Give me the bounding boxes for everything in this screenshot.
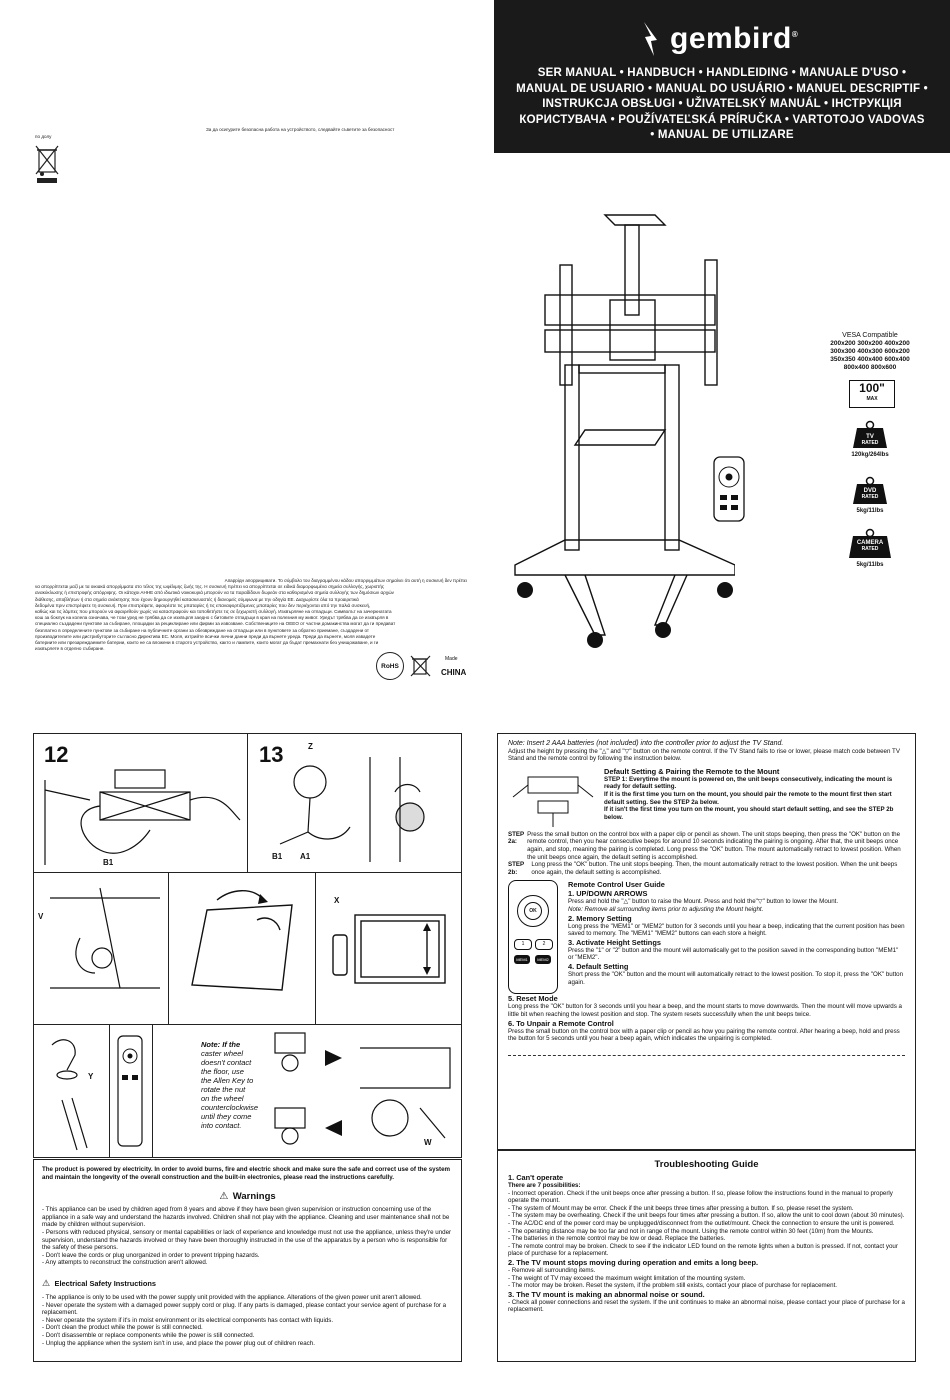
panel-divider bbox=[315, 872, 316, 1024]
guide-1: Press and hold the "△" button to raise the Mount. Press and hold the"▽" button to lower the Mount. bbox=[568, 898, 839, 906]
v-label: V bbox=[38, 912, 44, 921]
y-label: Y bbox=[88, 1072, 94, 1081]
step-2a: STEP 2a: Press the small button on the control box with a paper clip or pencil as shown. The unit stops beeping, then press the "OK" button on the remote control, then you hear consecutive beeps for around 10 seconds indicating the pairing is ongoing. After that, the unit beeps once again, and stop, meaning the pairing is completed. Long press the "OK" button. The mount automatically retract to lowest position. When the unit beeps once again, the default setting is accomplished. bbox=[508, 830, 901, 861]
made-label: Made bbox=[445, 656, 458, 662]
step-1-note-a: If it is the first time you turn on the mount, you should pair the remote to the mount first then start default setting. See the STEP 2a below. bbox=[604, 790, 892, 806]
dashed-divider bbox=[508, 1055, 905, 1056]
panel-divider bbox=[33, 872, 462, 873]
trouble-1-item: - Incorrect operation. Check if the unit beeps once after pressing a button. If so, please follow the instructions found in the manual to properly operate the mount. bbox=[508, 1189, 893, 1205]
caster-note: Note: If the caster wheel doesn't contact the floor, use the Allen Key to rotate the nut on the wheel counterclockwise until they come into contact. bbox=[201, 1040, 259, 1130]
max-size-badge: 100" MAX bbox=[849, 380, 895, 408]
manual-title-line: INSTRUKCJA OBSŁUGI • UŽIVATELSKÝ MANUÁL • ІНСТРУКЦІЯ bbox=[542, 98, 902, 110]
warning-item: - Persons with reduced physical, sensory or mental capabilities or lack of experience and knowledge must not use the appliance, unless they're under supervision, understand the hazards involved or they have been thoroughly instructed in the use of the apparatus by a person who is responsible for the safety of these persons. bbox=[42, 1228, 452, 1252]
panel-divider bbox=[33, 1024, 462, 1025]
guide-5: Long press the "OK" button for 3 seconds until you hear a beep, and the mount starts to move downwards. Then the mount will move upwards a little bit when reaching the lowest position and stop. The system resets successfully when the unit beeps twice. bbox=[508, 1003, 902, 1018]
step-12-illustration bbox=[40, 750, 245, 868]
brand-logo bbox=[642, 20, 798, 58]
trouble-1-item: - The system may be overheating. Check if the unit beeps four times after pressing a button. If so, allow the unit to cool down (about 30 minutes). bbox=[508, 1212, 905, 1220]
trouble-2-item: - The weight of TV may exceed the maximum weight limitation of the mounting system. bbox=[508, 1274, 746, 1282]
electrical-warning-icon: ⚠ bbox=[42, 1277, 51, 1288]
step-2b: STEP 2b: Long press the "OK" button. The unit stops beeping. Then, the mount automatically retract to the lowest position. When the unit beeps once again, the default setting is accomplished. bbox=[508, 861, 898, 876]
warning-item: - This appliance can be used by children aged from 8 years and above if they have been given supervision or instruction concerning use of the appliance in a safe way and understand the hazards involved. Children shall not play with the appliance. Cleaning and user maintenance shall not be made by children without supervision. bbox=[42, 1206, 450, 1229]
electrical-heading: ⚠ Electrical Safety Instructions bbox=[42, 1277, 156, 1288]
step-13-illustration bbox=[250, 752, 460, 867]
step-12-number: 12 bbox=[44, 742, 69, 767]
troubleshooting-panel bbox=[497, 1150, 916, 1362]
panel-divider bbox=[247, 733, 248, 872]
trouble-1-item: - The batteries in the remote control may be low or dead. Replace the batteries. bbox=[508, 1235, 726, 1243]
tv-stand-illustration bbox=[505, 205, 735, 655]
tilt-knob-illustration bbox=[40, 878, 166, 1020]
brand-name: gembird® bbox=[670, 22, 799, 55]
weee-bin-icon bbox=[34, 144, 60, 184]
step-1: STEP 1: Everytime the mount is powered on, the unit beeps consecutively, indicating the mount is ready for default setting. bbox=[604, 775, 893, 791]
guide-6: Press the small button on the control box with a paper clip or pencil as how you pairing the remote control. After hearing a beep, hold and press the button for 5 seconds until you hear a beep again, which indicates the unpairing is completed. bbox=[508, 1027, 900, 1043]
troubleshooting-title: Troubleshooting Guide bbox=[654, 1159, 759, 1170]
guide-title: Remote Control User Guide bbox=[568, 880, 665, 890]
guide-2: Long press the "MEM1" or "MEM2" button for 3 seconds until you hear a beep, indicating that the current position has been saved to memory. The "MEM1" "MEM2" buttons can each store a height. bbox=[568, 922, 905, 938]
safety-intro-bg-cont: по долу bbox=[35, 134, 52, 139]
guide-2-title: 2. Memory Setting bbox=[568, 913, 632, 923]
tv-badge: TV RATED bbox=[861, 434, 879, 446]
made-country: CHINA bbox=[441, 668, 467, 677]
camera-badge: CAMERA RATED bbox=[856, 540, 884, 552]
manual-title-line: КОРИСТУВАЧА • POUŽÍVATEĽSKÁ PRÍRUČKA • VARTOTOJO VADOVAS bbox=[519, 113, 925, 126]
guide-3: Press the "1" or "2" button and the mount will automatically get to the position saved in the corresponding button "MEM1" or "MEM2". bbox=[568, 946, 899, 962]
trouble-1-sub: There are 7 possibilities: bbox=[508, 1182, 581, 1189]
trouble-2-item: - The motor may be broken. Reset the system, if the problem still exists, contact your place of purchase for replacement. bbox=[508, 1282, 838, 1290]
panel-divider bbox=[109, 1024, 110, 1158]
guide-1-title: 1. UP/DOWN ARROWS bbox=[568, 889, 648, 899]
warning-item: - Any attempts to reconstruct the construction aren't allowed. bbox=[42, 1259, 208, 1267]
trouble-3-item: - Check all power connections and reset the system. If the unit continues to make an abnormal noise, please contact your place of purchase for a replacement. bbox=[508, 1298, 905, 1314]
guide-5-title: 5. Reset Mode bbox=[508, 994, 558, 1004]
caster-wheel-illustration bbox=[270, 1028, 460, 1156]
guide-4: Short press the "OK" button and the mount will automatically retract to the lowest position. To stop it, press the "OK" button again. bbox=[568, 970, 904, 986]
dvd-badge: DVD RATED bbox=[861, 488, 879, 500]
trouble-1-item: - The remote control may be broken. Check to see if the indicator LED found on the remote lights when a button is pressed. If not, contact your place of purchase for a replacement. bbox=[508, 1242, 898, 1258]
guide-4-title: 4. Default Setting bbox=[568, 961, 629, 971]
z-label: Z bbox=[308, 742, 313, 751]
safety-intro: The product is powered by electricity. In order to avoid burns, fire and electric shock and make sure the safe and correct use of the system and maintain the longevity of the overall construction and the built-in electronics, please read the instructions carefully. bbox=[42, 1166, 451, 1181]
panel-divider bbox=[168, 872, 169, 1024]
electrical-item: - Never operate the system if it's in moist environment or its electrical components has contact with liquids. bbox=[42, 1316, 334, 1324]
trouble-1-item: - The system of Mount may be error. Check if the unit beeps three times after pressing a button. If so, please reset the system. bbox=[508, 1204, 854, 1212]
weee-small-icon bbox=[410, 654, 432, 680]
button-2[interactable]: 2 bbox=[535, 939, 553, 950]
electrical-item: - Don't clean the product while the power is still connected. bbox=[42, 1324, 203, 1332]
trouble-2-title: 2. The TV mount stops moving during operation and emits a long beep. bbox=[508, 1257, 759, 1267]
electrical-item: - Don't disassemble or replace components while the power is still connected. bbox=[42, 1331, 255, 1339]
mem2-button[interactable]: MEM2 bbox=[535, 955, 551, 964]
rohs-logo: RoHS bbox=[376, 652, 404, 680]
trouble-3-title: 3. The TV mount is making an abnormal noise or sound. bbox=[508, 1289, 705, 1299]
step-13-number: 13 bbox=[259, 742, 284, 767]
safety-intro-bg: За да осигурите безопасна работа на устройството, следвайте съветите за безопасност bbox=[206, 127, 395, 132]
disposal-paragraph: Апаррідн апоррицивати. Το σύμβολο του διαγραμμένου κάδου απορριμμάτων σημαίνει ότι αυτή η συσκευή δεν πρέπει να απορρίπτεται μαζί με τα οικιακά απορρίμματα στο τέλος της ωφέλιμης ζωής της. Η συσκευή πρέπει να απορρίπτεται σε ειδικά διαμορφωμένα σημεία συλλογής, χωριστής ανακύκλωσης ή επιστροφής απόρριψης. Οι κάτοχοι ΑΗΗΕ από ιδιωτικά νοικοκυριά μπορούν να τα παραδίδουν δωρεάν στα καθορισμένα σημεία συλλογής των δημόσιων αρχών διάθεσης, αποβλήτων ή στα σημεία ανάκτησης που έχουν δημιουργηθεί κατασκευαστές ή διανομείς σύμφωνα με την οδηγία ΕΕ. Διαχωρίστε όλα τα προαιρετικά δεδομένα πριν επιστρέψετε τη συσκευή. Πριν επιστρέψετε, αφαιρέστε τις μπαταρίες ή τις επαναφορτιζόμενες μπαταρίες που δεν περιέχονται από την παλιά συσκευή, καθώς και τις λάμπες που μπορούν να αφαιρεθούν χωρίς να καταστραφούν και τοποθετήστε τις σε ξεχωριστή συλλογή. Изхвърляне на отпадъци. Символът на зачеркнатата кош за боклук на колела означава, че този уред не трябва да се изхвърля заедно с битовите отпадъци в края на полезния му живот. Уредът трябва да се изхвърля в специално създадени пунктове за събиране, площадки за рециклиране или фирми за извозване. Собствениците на ОЕЕО от частни домакинства могат да ги предават безплатно в определените пунктове за събиране на публичните органи за обезвреждане на отпадъци или в пунктовете за обратно приемане, създадени от производителите или дистрибуторите съгласно Директива ЕС. Моля, изтрийте всички лични данни преди да върнете уреда. Преди да върнете, моля извадете батериите или презареждаемите батерии, които не са вложени в старото устройство, както и лампите, които могат да бъдат премахнати без унищожаване, и ги изхвърлете в отделно събиране. bbox=[35, 578, 467, 652]
guide-1-note: Note: Remove all surrounding items prior to adjusting the Mount height. bbox=[568, 905, 764, 913]
manual-titles bbox=[494, 66, 950, 144]
trouble-2-item: - Remove all surrounding items. bbox=[508, 1266, 596, 1274]
manual-title-line: SER MANUAL • HANDBUCH • HANDLEIDING • MANUALE D'USO • bbox=[537, 67, 907, 79]
trouble-1-item: - The AC/DC end of the power cord may be unplugged/disconnect from the outlet/mount. Check the connection to ensure the unit is powered. bbox=[508, 1219, 895, 1227]
remote-diagram bbox=[508, 880, 558, 994]
pairing-title: Default Setting & Pairing the Remote to the Mount bbox=[604, 766, 780, 776]
guide-6-title: 6. To Unpair a Remote Control bbox=[508, 1018, 614, 1028]
electrical-item: - Unplug the appliance when the system isn't in use, and place the power plug out of children reach. bbox=[42, 1339, 315, 1347]
tv-load: 120kg/264lbs bbox=[851, 452, 889, 458]
step-1-note-b: If it isn't the first time you turn on the mount, you should start default setting, and see the STEP 2b below. bbox=[604, 806, 894, 821]
manual-title-line: • MANUAL DE UTILIZARE bbox=[650, 129, 794, 141]
battery-insert-illustration bbox=[37, 1030, 107, 1152]
battery-note: Note: Insert 2 AAA batteries (not included) into the controller prior to adjust the TV Stand. bbox=[508, 740, 784, 747]
remote-intro: Adjust the height by pressing the "△" and "▽" button on the remote control. If the TV Stand fails to rise or lower, please match code between TV Stand and the remote control by following the instruction below. bbox=[508, 747, 900, 763]
trouble-1-item: - The operating distance may be too far and not in range of the mount. Using the remote control within 30 feet (10m) from the Mounts. bbox=[508, 1227, 874, 1235]
a1-label: A1 bbox=[300, 852, 311, 861]
remote-side-illustration bbox=[112, 1030, 150, 1154]
tilt-tv-illustration bbox=[172, 880, 312, 1020]
button-1[interactable]: 1 bbox=[514, 939, 532, 950]
warning-item: - Don't leave the cords or plug unorganized in order to prevent tripping hazards. bbox=[42, 1251, 260, 1259]
camera-load: 5kg/11lbs bbox=[856, 562, 884, 568]
gembird-logo-icon bbox=[642, 20, 660, 58]
panel-divider bbox=[152, 1024, 153, 1158]
height-adjust-illustration bbox=[325, 905, 455, 1005]
vesa-spec: VESA Compatible 200x200 300x200 400x200 300x300 400x300 600x200 350x350 400x400 600x400 800x400 800x600 bbox=[830, 332, 910, 371]
b1-label: B1 bbox=[103, 858, 114, 867]
warning-triangle-icon: ⚠ bbox=[219, 1191, 229, 1203]
manual-title-line: MANUAL DE USUARIO • MANUAL DO USUÁRIO • MANUEL DESCRIPTIF • bbox=[516, 82, 928, 95]
dvd-load: 5kg/11lbs bbox=[856, 508, 884, 514]
mem1-button[interactable]: MEM1 bbox=[514, 955, 530, 964]
control-box-illustration bbox=[508, 767, 596, 829]
electrical-item: - The appliance is only to be used with the power supply unit provided with the appliance. Alterations of the given power unit aren't allowed. bbox=[42, 1293, 422, 1301]
x-label: X bbox=[334, 896, 340, 905]
b1-label-2: B1 bbox=[272, 852, 283, 861]
electrical-item: - Never operate the system with a damaged power supply cord or plug. If any parts is damaged, please contact your service agent of purchase for a replacement. bbox=[42, 1301, 447, 1317]
remote-guide-panel bbox=[497, 733, 916, 1150]
w-label: W bbox=[424, 1138, 432, 1147]
brand-header bbox=[494, 0, 950, 153]
guide-3-title: 3. Activate Height Settings bbox=[568, 937, 661, 947]
trouble-1-title: 1. Can't operate bbox=[508, 1173, 564, 1182]
remote-control-illustration bbox=[712, 455, 746, 523]
ok-button[interactable]: OK bbox=[524, 902, 542, 920]
safety-panel bbox=[33, 1159, 462, 1362]
warnings-heading: ⚠ Warnings bbox=[219, 1191, 276, 1203]
